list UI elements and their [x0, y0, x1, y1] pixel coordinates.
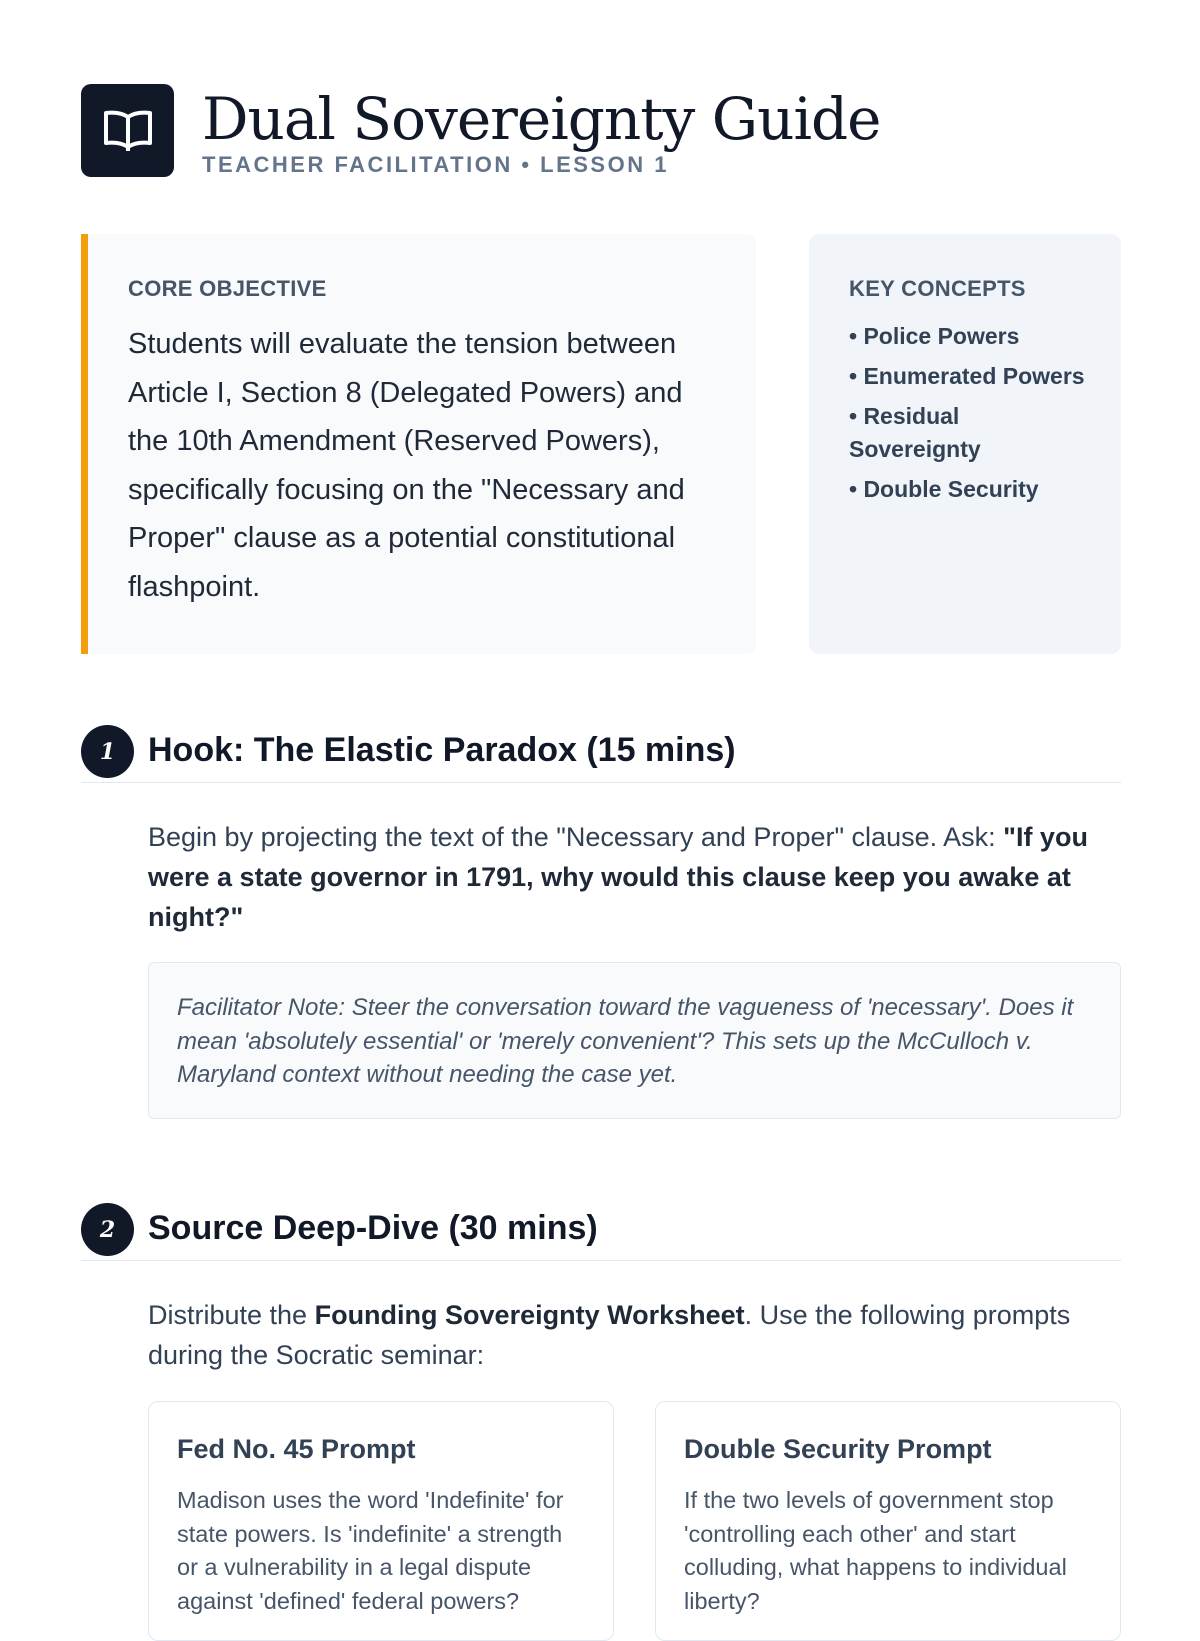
concept-item: • Residual Sovereignty: [849, 403, 981, 462]
page-title: Dual Sovereignty Guide: [202, 85, 881, 153]
page-header: [81, 84, 1121, 178]
prompt-card-title: Double Security Prompt: [684, 1434, 992, 1464]
section-2-intro: [148, 1295, 1121, 1375]
section-1-number: 1: [81, 725, 134, 778]
concept-item: • Police Powers: [849, 323, 1020, 349]
section-2-title: Source Deep-Dive (30 mins): [148, 1209, 598, 1247]
core-objective-text: Students will evaluate the tension between Article I, Section 8 (Delegated Powers) and the 10th Amendment (Reserved Powers), specifically focusing on the "Necessary and Proper" clause as a potential constitutional flashpoint.: [128, 328, 685, 603]
page-subtitle: TEACHER FACILITATION • LESSON 1: [202, 152, 669, 177]
section-1-intro-text: Begin by projecting the text of the "Necessary and Proper" clause. Ask:: [148, 822, 1004, 852]
concept-item: • Enumerated Powers: [849, 363, 1085, 389]
section-2-intro-text-end: . Use the following prompts during the Socratic seminar:: [148, 1300, 1071, 1370]
key-concepts-list: [849, 320, 1091, 506]
prompt-cards: [148, 1401, 1121, 1621]
core-objective-box: [81, 234, 756, 654]
section-1-header: [81, 720, 1121, 783]
open-book-icon: [102, 109, 154, 153]
prompt-card-text: If the two levels of government stop 'controlling each other' and start colluding, what happens to individual liberty?: [684, 1487, 1067, 1614]
logo-badge: [81, 84, 174, 177]
section-2-number: 2: [81, 1203, 134, 1256]
facilitator-note: Facilitator Note: Steer the conversation toward the vagueness of 'necessary'. Does it mean 'absolutely essential' or 'merely convenient'? This sets up the McCulloch v. Maryland context without needing the case yet.: [148, 962, 1121, 1119]
section-1-title: Hook: The Elastic Paradox (15 mins): [148, 731, 736, 769]
prompt-card-fed-45: [148, 1401, 614, 1641]
section-2-intro-text: Distribute the: [148, 1300, 315, 1330]
section-1-question: "If you were a state governor in 1791, why would this clause keep you awake at night?": [148, 822, 1088, 932]
key-concepts-box: [809, 234, 1121, 654]
section-1-intro: [148, 817, 1121, 937]
prompt-card-title: Fed No. 45 Prompt: [177, 1434, 416, 1464]
core-objective-label: CORE OBJECTIVE: [128, 276, 327, 301]
worksheet-name: Founding Sovereignty Worksheet: [314, 1300, 745, 1330]
section-2-header: [81, 1198, 1121, 1261]
prompt-card-text: Madison uses the word 'Indefinite' for state powers. Is 'indefinite' a strength or a vulnerability in a legal dispute against 'defined' federal powers?: [177, 1487, 564, 1614]
concept-item: • Double Security: [849, 476, 1039, 502]
key-concepts-label: KEY CONCEPTS: [849, 276, 1026, 301]
prompt-card-double-security: [655, 1401, 1121, 1641]
